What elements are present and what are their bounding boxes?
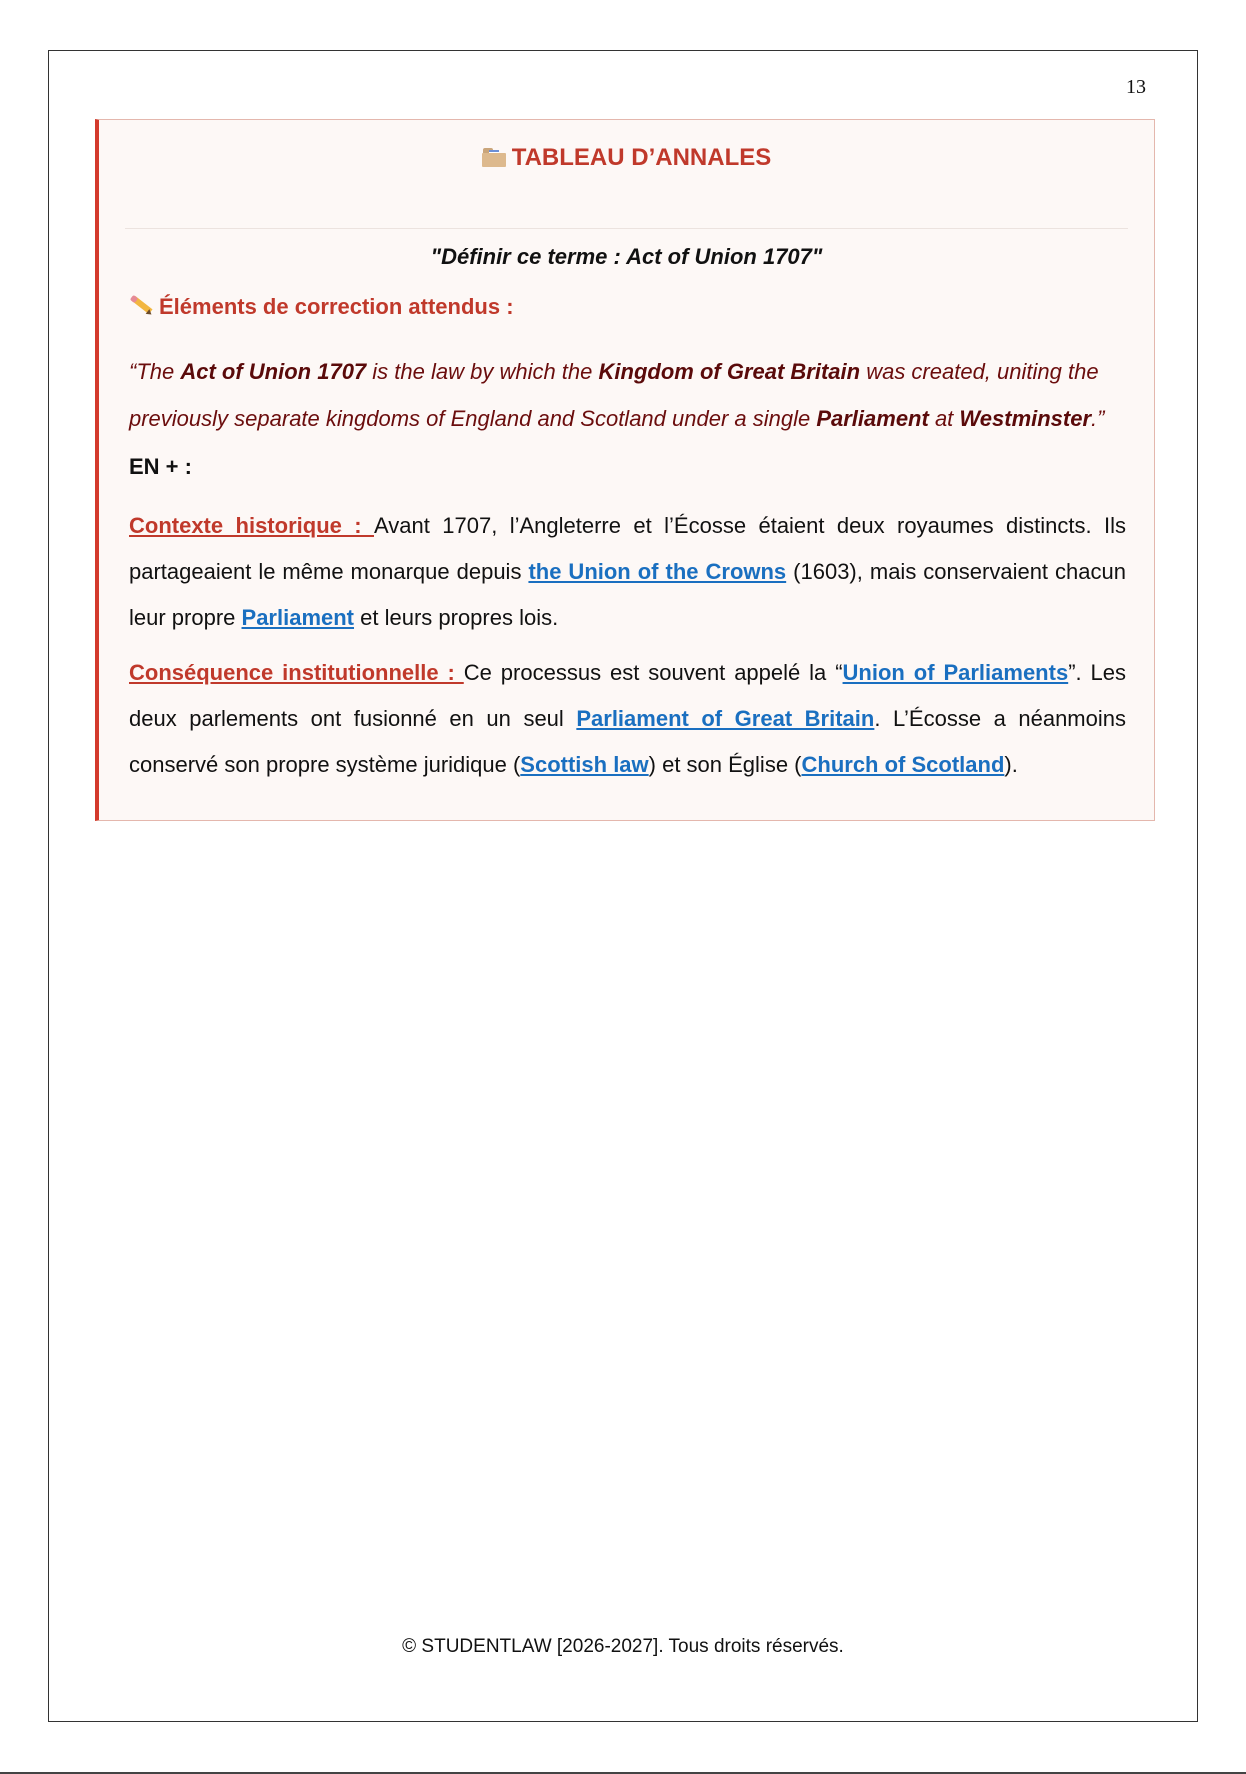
consequence-text: ) et son Église (	[648, 752, 802, 777]
consequence-text: . L’Écosse a néanmoins conservé son propre système juridique (	[129, 706, 1126, 777]
correction-heading	[129, 294, 514, 320]
correction-heading-label: Éléments de correction attendus :	[159, 294, 514, 319]
link-parliament[interactable]: Parliament	[241, 605, 355, 630]
consequence-text: ”. Les deux parlements ont fusionné en un seul	[129, 660, 1127, 731]
quote-text: .”	[1091, 406, 1105, 431]
link-parliament-of-great-britain[interactable]: Parliament of Great Britain	[576, 706, 875, 731]
consequence-lead: Conséquence institutionnelle :	[129, 660, 464, 685]
quote-term: Kingdom of Great Britain	[598, 359, 861, 384]
consequence-text: Ce processus est souvent appelé la “	[463, 660, 843, 685]
context-text: et leurs propres lois.	[354, 605, 559, 630]
consequence-paragraph	[129, 650, 1126, 788]
quote-text: “The	[129, 359, 181, 384]
context-lead: Contexte historique :	[129, 513, 374, 538]
quote-term: Westminster	[959, 406, 1092, 431]
box-header	[99, 144, 1154, 172]
quote-term: Act of Union 1707	[180, 359, 367, 384]
en-plus-heading: EN + :	[129, 454, 192, 479]
link-union-of-parliaments[interactable]: Union of Parliaments	[842, 660, 1069, 685]
quote-text: at	[928, 406, 960, 431]
exam-question: "Définir ce terme : Act of Union 1707"	[430, 244, 823, 269]
consequence-text: ).	[1004, 752, 1018, 777]
quote-text: was created, uniting the previously separate kingdoms of England and Scotland under a single	[129, 359, 1099, 431]
context-text: Avant 1707, l’Angleterre et l’Écosse étaient deux royaumes distincts. Ils partageaient le même monarque depuis	[129, 513, 1127, 584]
link-scottish-law[interactable]: Scottish law	[520, 752, 649, 777]
definition-quote	[129, 348, 1126, 442]
context-paragraph	[129, 503, 1126, 641]
link-church-of-scotland[interactable]: Church of Scotland	[801, 752, 1005, 777]
link-union-of-the-crowns[interactable]: the Union of the Crowns	[528, 559, 787, 584]
page-number: 13	[1126, 76, 1146, 98]
pencil-icon	[129, 294, 155, 316]
quote-text: is the law by which the	[366, 359, 599, 384]
quote-term: Parliament	[816, 406, 929, 431]
annales-box	[95, 119, 1155, 821]
footer-copyright: © STUDENTLAW [2026-2027]. Tous droits réservés.	[402, 1636, 844, 1657]
divider	[125, 228, 1128, 229]
box-title: TABLEAU D’ANNALES	[511, 144, 772, 171]
folder-icon	[482, 148, 506, 166]
context-text: (1603), mais conservaient chacun leur propre	[129, 559, 1126, 630]
